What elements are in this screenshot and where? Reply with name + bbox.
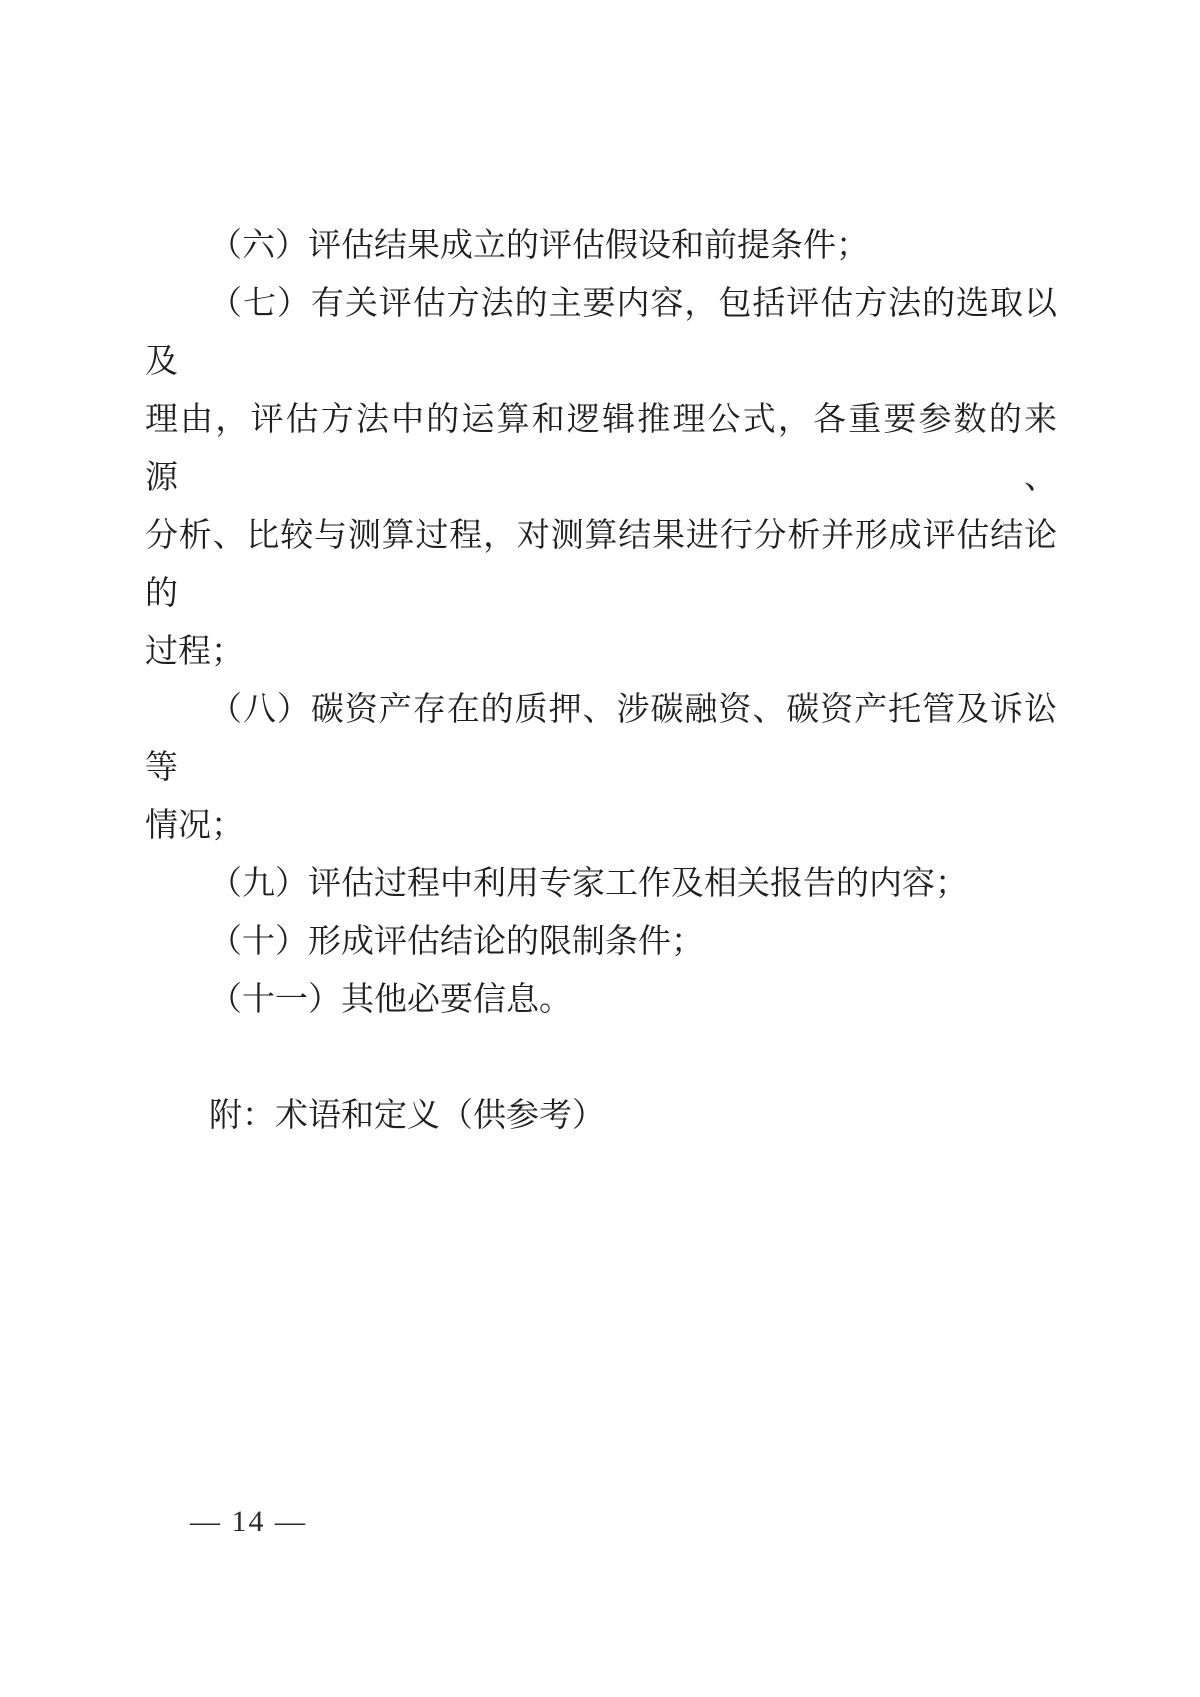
clause-7-line-1: （七）有关评估方法的主要内容，包括评估方法的选取以及 [145,286,1057,380]
document-body [145,217,1057,1145]
clause-9: （九）评估过程中利用专家工作及相关报告的内容； [209,866,968,902]
clause-7-line-2: 理由，评估方法中的运算和逻辑推理公式，各重要参数的来源、 [145,402,1057,496]
clause-6: （六）评估结果成立的评估假设和前提条件； [209,228,869,264]
clause-11: （十一）其他必要信息。 [209,982,572,1018]
clause-7-line-3: 分析、比较与测算过程，对测算结果进行分析并形成评估结论的 [145,518,1057,612]
clause-8-line-2: 情况； [145,808,244,844]
attachment-note: 附：术语和定义（供参考） [209,1098,605,1134]
clause-8-line-1: （八）碳资产存在的质押、涉碳融资、碳资产托管及诉讼等 [145,692,1057,786]
clause-7-line-4: 过程； [145,634,244,670]
page-footer [190,1502,307,1542]
clause-10: （十）形成评估结论的限制条件； [209,924,704,960]
page-number: — 14 — [190,1505,307,1538]
